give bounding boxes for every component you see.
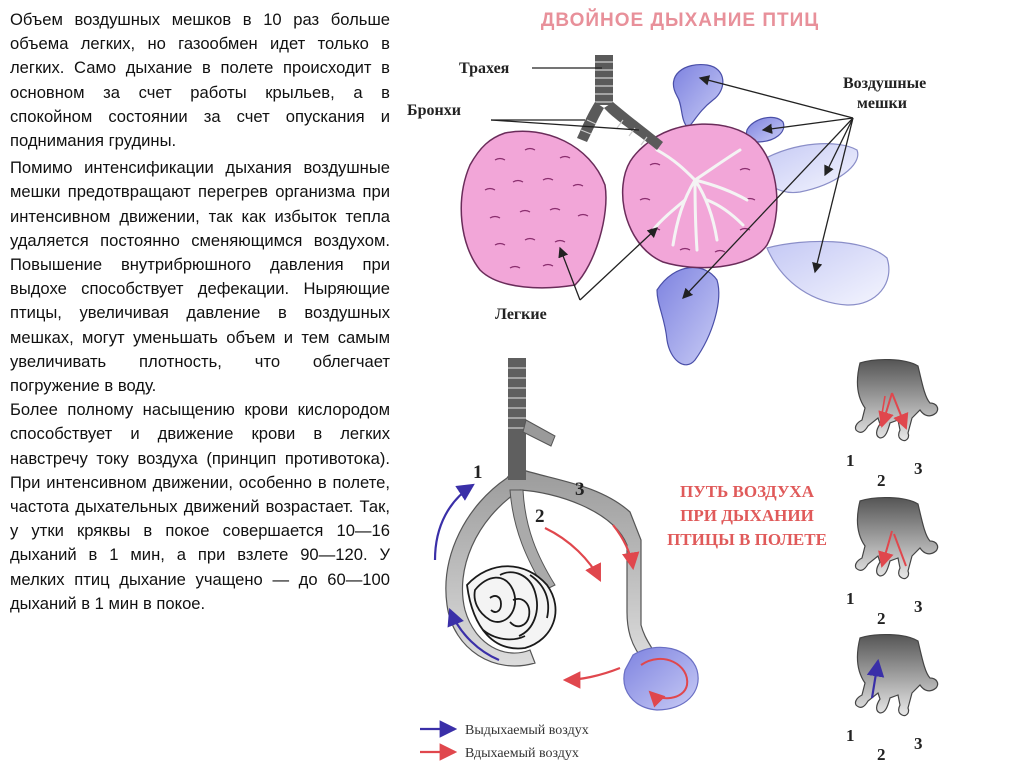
path-number-3: 3	[575, 479, 585, 500]
mini-diagram-3	[855, 635, 937, 716]
mini-diagram-2	[855, 498, 937, 579]
text-paragraph-1: Объем воздушных мешков в 10 раз больше объема легких, но газообмен идет только в легких. Само дыхание в полете происходит в основном за счет работы крыльев, а в спокойном состоянии за счет опускания и поднимания грудины.	[10, 10, 390, 151]
trachea-label: Трахея	[459, 60, 510, 77]
air-sac-blue-top	[673, 65, 722, 128]
left-lung	[461, 131, 606, 288]
bronchi-label: Бронхи	[407, 102, 461, 119]
mini1-number-2: 2	[877, 471, 886, 490]
mini1-number-3: 3	[914, 459, 923, 478]
air-sac-pale-lower	[767, 241, 889, 305]
air-sacs-label-line1: Воздушные	[843, 75, 927, 92]
mini3-number-1: 1	[846, 726, 855, 745]
flight-caption-line3: ПТИЦЫ В ПОЛЕТЕ	[667, 530, 827, 549]
flight-caption-line1: ПУТЬ ВОЗДУХА	[680, 482, 814, 501]
mini3-number-3: 3	[914, 734, 923, 753]
mini2-number-3: 3	[914, 597, 923, 616]
mini2-number-2: 2	[877, 609, 886, 628]
bronchi	[577, 102, 663, 150]
legend	[420, 723, 589, 761]
mini3-number-2: 2	[877, 745, 886, 764]
air-path-diagram	[435, 358, 698, 710]
legend-inhaled-label: Вдыхаемый воздух	[465, 746, 579, 761]
lungs-label: Легкие	[495, 306, 547, 323]
mini-diagram-1	[855, 360, 937, 441]
legend-exhaled-label: Выдыхаемый воздух	[465, 723, 589, 738]
mini2-number-1: 1	[846, 589, 855, 608]
right-lung	[623, 124, 777, 268]
air-sacs-label-line2: мешки	[857, 95, 907, 112]
text-paragraph-3: Более полному насыщению крови кислородом способствует и движение крови в легких навстречу току воздуха (принцип противотока). При интенсивном движении, особенно в полете, частота дыхательных движений возрастает. Так, у утки кряквы в покое совершается 10—16 дыханий в 1 мин, а при взлете 90—120. У мелких птиц дыхание учащено — до 60—100 дыханий в 1 мин в покое.	[10, 400, 390, 613]
bird-respiration-figure	[395, 0, 1024, 767]
trachea	[595, 55, 613, 105]
flight-caption-line2: ПРИ ДЫХАНИИ	[680, 506, 814, 525]
air-sac-blue-bottom	[657, 268, 719, 365]
path-number-2: 2	[535, 506, 545, 527]
figure-title: ДВОЙНОЕ ДЫХАНИЕ ПТИЦ	[540, 10, 820, 31]
text-column	[10, 8, 390, 616]
path-number-1: 1	[473, 462, 483, 483]
mini1-number-1: 1	[846, 451, 855, 470]
text-paragraph-2: Помимо интенсификации дыхания воздушные мешки предотвращают перегрев организма при интенсивном движении, так как избыток тепла удаляется постоянно сменяющимся воздухом. Повышение внутрибрюшного давления при выдохе способствует дефекации. Ныряющие птицы, увеличивая давление в воздушных мешках, могут уменьшать объем и тем самым увеличивать плотность, что облегчает погружение в воду.	[10, 158, 390, 396]
